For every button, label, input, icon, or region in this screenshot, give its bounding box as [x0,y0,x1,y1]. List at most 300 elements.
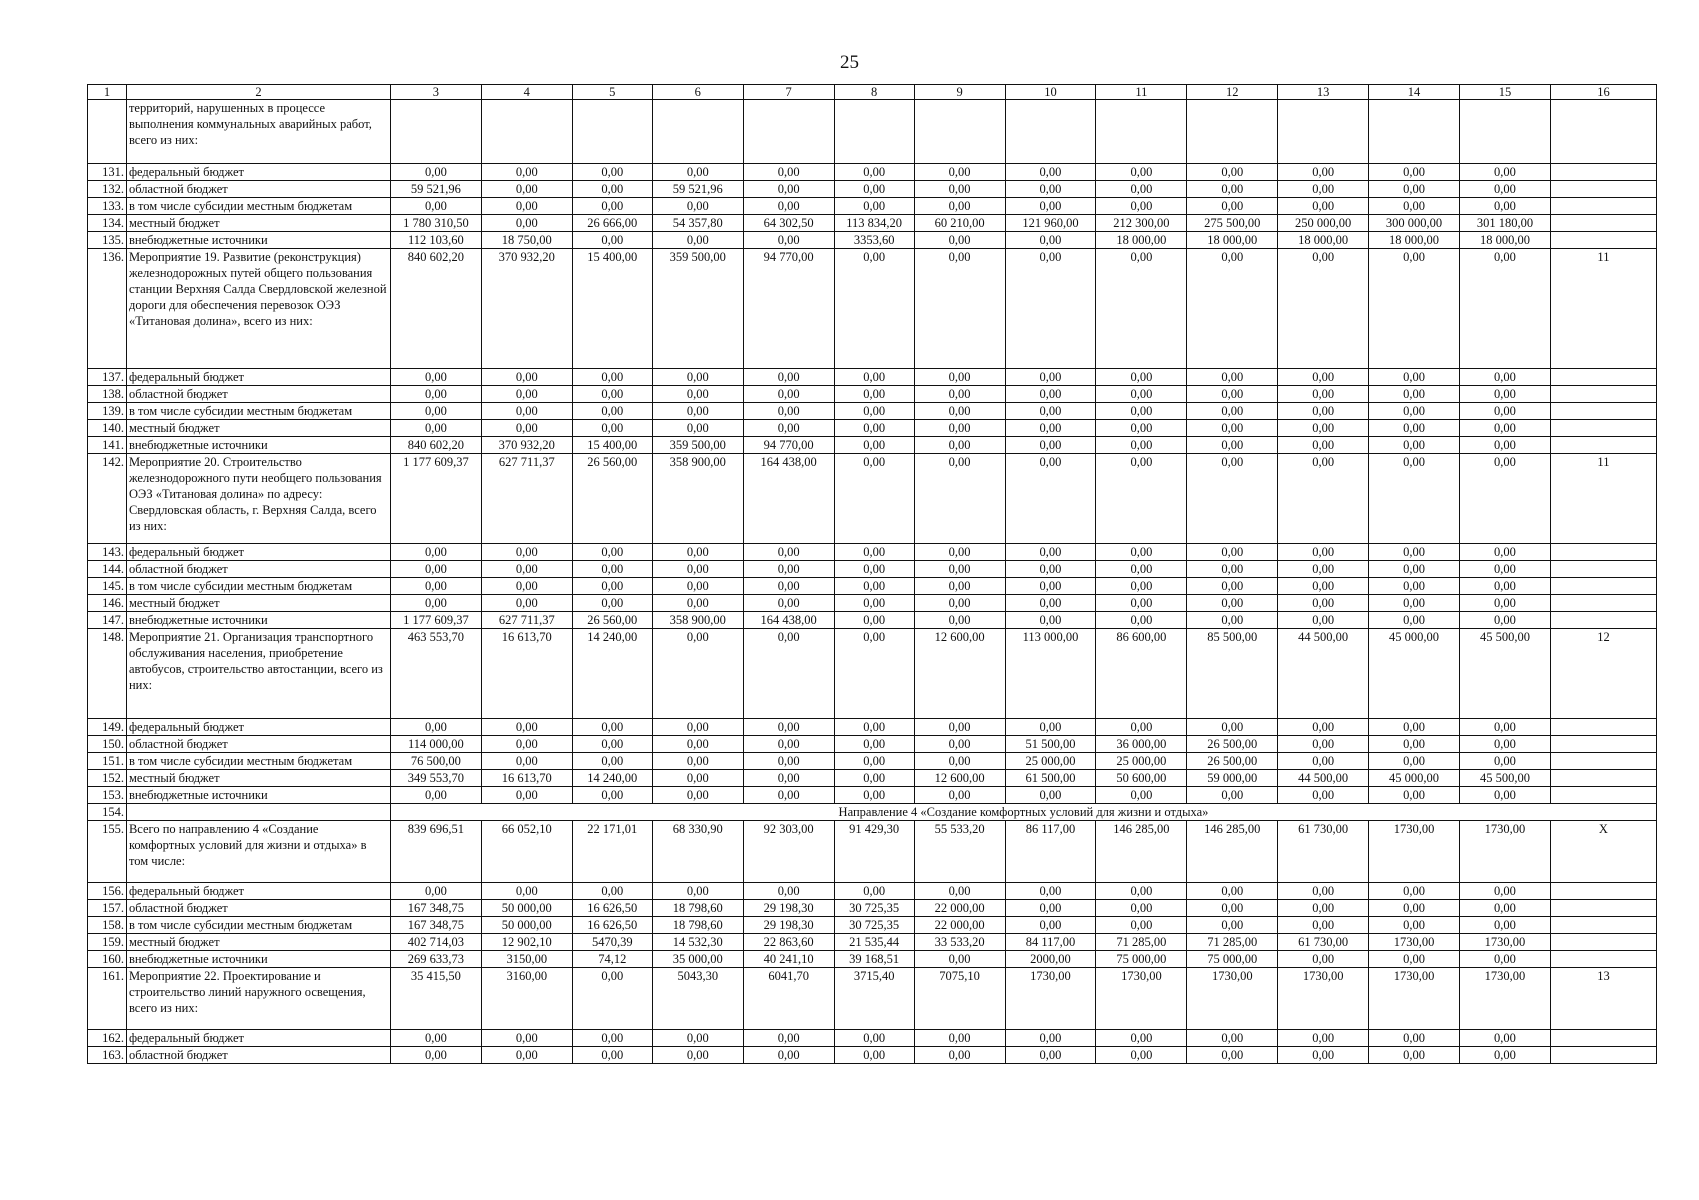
column-number-cell: 4 [481,85,572,100]
value-cell: 3150,00 [481,951,572,968]
value-cell: 0,00 [390,164,481,181]
value-cell: 0,00 [652,1047,743,1064]
row-description: внебюджетные источники [126,787,390,804]
value-cell: 5470,39 [572,934,652,951]
value-cell: 0,00 [914,232,1005,249]
value-cell: 0,00 [1278,883,1369,900]
value-cell: 22 863,60 [743,934,834,951]
value-cell: 22 000,00 [914,900,1005,917]
value-cell: 26 560,00 [572,612,652,629]
value-cell: 0,00 [572,198,652,215]
value-cell: 0,00 [1278,181,1369,198]
value-cell: 12 600,00 [914,770,1005,787]
table-row [88,787,1657,804]
row-number: 134. [88,215,127,232]
value-cell: 0,00 [1187,386,1278,403]
value-cell: 0,00 [652,787,743,804]
reference-cell [1550,437,1656,454]
value-cell: 0,00 [481,386,572,403]
table-row [88,249,1657,369]
value-cell: 0,00 [834,544,914,561]
value-cell: 0,00 [1460,369,1551,386]
reference-cell: 11 [1550,249,1656,369]
value-cell: 0,00 [481,883,572,900]
value-cell: 358 900,00 [652,454,743,544]
value-cell: 0,00 [1005,883,1096,900]
value-cell: 0,00 [1005,900,1096,917]
value-cell: 0,00 [1369,386,1460,403]
value-cell: 0,00 [481,753,572,770]
value-cell: 0,00 [1005,181,1096,198]
row-number: 158. [88,917,127,934]
page-number: 25 [840,52,859,73]
value-cell: 113 834,20 [834,215,914,232]
value-cell: 0,00 [743,561,834,578]
value-cell: 0,00 [572,164,652,181]
row-description: федеральный бюджет [126,883,390,900]
value-cell: 0,00 [572,403,652,420]
value-cell: 0,00 [572,883,652,900]
value-cell: 0,00 [834,595,914,612]
reference-cell [1550,1047,1656,1064]
table-row [88,578,1657,595]
row-number: 144. [88,561,127,578]
value-cell: 0,00 [743,719,834,736]
value-cell: 0,00 [1278,454,1369,544]
value-cell: 0,00 [1187,420,1278,437]
value-cell: 0,00 [1005,787,1096,804]
row-description: областной бюджет [126,181,390,198]
value-cell: 0,00 [1187,403,1278,420]
value-cell: 112 103,60 [390,232,481,249]
value-cell: 0,00 [743,595,834,612]
reference-cell: 13 [1550,968,1656,1030]
value-cell: 0,00 [1005,544,1096,561]
value-cell: 0,00 [1096,1030,1187,1047]
table-row [88,420,1657,437]
budget-table [87,84,1657,1064]
row-description: в том числе субсидии местным бюджетам [126,403,390,420]
value-cell: 146 285,00 [1187,821,1278,883]
value-cell: 0,00 [914,1047,1005,1064]
value-cell: 0,00 [1187,917,1278,934]
table-row [88,900,1657,917]
value-cell: 627 711,37 [481,612,572,629]
value-cell: 0,00 [1278,369,1369,386]
value-cell: 45 000,00 [1369,770,1460,787]
value-cell: 75 000,00 [1187,951,1278,968]
value-cell: 0,00 [1369,753,1460,770]
row-description: областной бюджет [126,900,390,917]
value-cell: 0,00 [743,1030,834,1047]
value-cell: 0,00 [743,369,834,386]
value-cell: 25 000,00 [1096,753,1187,770]
value-cell: 0,00 [481,369,572,386]
value-cell: 45 500,00 [1460,629,1551,719]
value-cell: 167 348,75 [390,900,481,917]
value-cell: 0,00 [1369,736,1460,753]
value-cell: 2000,00 [1005,951,1096,968]
row-number: 137. [88,369,127,386]
value-cell: 0,00 [1369,249,1460,369]
value-cell: 370 932,20 [481,437,572,454]
value-cell [572,100,652,164]
value-cell: 0,00 [914,787,1005,804]
value-cell: 0,00 [1278,561,1369,578]
row-number: 139. [88,403,127,420]
reference-cell [1550,420,1656,437]
value-cell: 0,00 [1278,420,1369,437]
value-cell: 1730,00 [1460,968,1551,1030]
value-cell: 0,00 [1369,437,1460,454]
value-cell: 0,00 [1278,719,1369,736]
value-cell: 0,00 [1005,232,1096,249]
reference-cell [1550,719,1656,736]
value-cell: 1730,00 [1369,821,1460,883]
column-number-cell: 1 [88,85,127,100]
value-cell: 0,00 [1278,437,1369,454]
row-description: федеральный бюджет [126,544,390,561]
value-cell: 0,00 [834,164,914,181]
value-cell: 0,00 [1278,164,1369,181]
value-cell: 94 770,00 [743,249,834,369]
direction-title: Направление 4 «Создание комфортных условий для жизни и отдыха» [390,804,1656,821]
value-cell: 0,00 [572,968,652,1030]
value-cell: 14 532,30 [652,934,743,951]
value-cell: 0,00 [834,454,914,544]
table-row [88,934,1657,951]
value-cell: 0,00 [834,386,914,403]
column-number-cell: 6 [652,85,743,100]
value-cell: 35 415,50 [390,968,481,1030]
value-cell: 0,00 [1005,612,1096,629]
value-cell [743,100,834,164]
value-cell: 39 168,51 [834,951,914,968]
value-cell: 71 285,00 [1187,934,1278,951]
value-cell: 0,00 [1278,198,1369,215]
row-number: 131. [88,164,127,181]
value-cell: 0,00 [652,198,743,215]
value-cell: 0,00 [914,595,1005,612]
column-number-row [88,85,1657,100]
value-cell: 0,00 [1278,753,1369,770]
value-cell: 0,00 [914,719,1005,736]
value-cell: 35 000,00 [652,951,743,968]
table-row [88,968,1657,1030]
column-number-cell: 15 [1460,85,1551,100]
value-cell: 1730,00 [1460,821,1551,883]
value-cell: 0,00 [1278,1047,1369,1064]
value-cell: 59 521,96 [390,181,481,198]
value-cell: 0,00 [1096,883,1187,900]
value-cell: 0,00 [572,420,652,437]
value-cell: 0,00 [743,232,834,249]
value-cell: 0,00 [390,578,481,595]
value-cell: 29 198,30 [743,917,834,934]
value-cell: 0,00 [914,1030,1005,1047]
value-cell: 0,00 [1096,595,1187,612]
value-cell: 16 613,70 [481,770,572,787]
value-cell: 74,12 [572,951,652,968]
value-cell: 0,00 [1096,612,1187,629]
value-cell: 0,00 [834,1047,914,1064]
value-cell: 0,00 [914,181,1005,198]
value-cell: 0,00 [1187,612,1278,629]
value-cell: 0,00 [1096,561,1187,578]
value-cell: 71 285,00 [1096,934,1187,951]
value-cell: 0,00 [1369,883,1460,900]
reference-cell [1550,900,1656,917]
column-number-cell: 14 [1369,85,1460,100]
value-cell: 0,00 [1005,561,1096,578]
reference-cell [1550,736,1656,753]
value-cell: 0,00 [1096,454,1187,544]
value-cell: 358 900,00 [652,612,743,629]
value-cell: 0,00 [834,578,914,595]
value-cell: 0,00 [1096,578,1187,595]
value-cell: 0,00 [390,420,481,437]
value-cell: 0,00 [390,595,481,612]
reference-cell [1550,934,1656,951]
row-number: 133. [88,198,127,215]
value-cell: 0,00 [1005,1030,1096,1047]
value-cell: 0,00 [834,403,914,420]
table-row [88,883,1657,900]
row-description: федеральный бюджет [126,369,390,386]
value-cell: 0,00 [481,595,572,612]
value-cell: 0,00 [1005,249,1096,369]
value-cell: 15 400,00 [572,437,652,454]
value-cell: 0,00 [1096,917,1187,934]
value-cell: 0,00 [390,198,481,215]
value-cell: 40 241,10 [743,951,834,968]
value-cell: 54 357,80 [652,215,743,232]
value-cell: 59 000,00 [1187,770,1278,787]
value-cell: 359 500,00 [652,437,743,454]
row-description: в том числе субсидии местным бюджетам [126,917,390,934]
value-cell: 0,00 [481,198,572,215]
reference-cell [1550,215,1656,232]
value-cell: 15 400,00 [572,249,652,369]
row-description: Мероприятие 21. Организация транспортного обслуживания населения, приобретение автобусов, строительство автостанции, всего из них: [126,629,390,719]
row-description: местный бюджет [126,934,390,951]
value-cell: 0,00 [1096,420,1187,437]
value-cell: 0,00 [834,736,914,753]
value-cell: 164 438,00 [743,454,834,544]
value-cell: 0,00 [652,719,743,736]
value-cell: 16 626,50 [572,917,652,934]
value-cell: 75 000,00 [1096,951,1187,968]
value-cell: 0,00 [914,437,1005,454]
value-cell: 0,00 [743,883,834,900]
value-cell: 0,00 [743,787,834,804]
reference-cell [1550,787,1656,804]
value-cell: 0,00 [834,753,914,770]
value-cell: 0,00 [481,719,572,736]
value-cell: 0,00 [1369,595,1460,612]
value-cell: 1730,00 [1278,968,1369,1030]
column-number-cell: 9 [914,85,1005,100]
value-cell: 0,00 [1460,883,1551,900]
value-cell: 0,00 [1005,1047,1096,1064]
value-cell: 0,00 [914,420,1005,437]
value-cell: 0,00 [1278,612,1369,629]
value-cell: 0,00 [1278,917,1369,934]
value-cell: 840 602,20 [390,437,481,454]
value-cell: 0,00 [1460,1030,1551,1047]
value-cell: 0,00 [1369,181,1460,198]
value-cell: 0,00 [914,454,1005,544]
value-cell: 0,00 [1369,719,1460,736]
table-row [88,736,1657,753]
value-cell: 61 500,00 [1005,770,1096,787]
row-number: 160. [88,951,127,968]
reference-cell: 12 [1550,629,1656,719]
budget-table-body [88,85,1657,1064]
value-cell: 0,00 [1460,386,1551,403]
value-cell: 0,00 [1460,561,1551,578]
value-cell: 44 500,00 [1278,770,1369,787]
value-cell: 0,00 [1096,437,1187,454]
value-cell: 0,00 [652,403,743,420]
row-number: 141. [88,437,127,454]
value-cell: 0,00 [572,578,652,595]
value-cell: 16 613,70 [481,629,572,719]
value-cell: 0,00 [1369,369,1460,386]
column-number-cell: 11 [1096,85,1187,100]
value-cell: 91 429,30 [834,821,914,883]
row-description: федеральный бюджет [126,164,390,181]
value-cell: 85 500,00 [1187,629,1278,719]
value-cell: 1730,00 [1187,968,1278,1030]
value-cell: 0,00 [1460,753,1551,770]
reference-cell [1550,917,1656,934]
row-description: внебюджетные источники [126,232,390,249]
value-cell: 0,00 [1005,719,1096,736]
value-cell: 0,00 [1096,249,1187,369]
value-cell: 59 521,96 [652,181,743,198]
value-cell: 26 500,00 [1187,753,1278,770]
row-description: федеральный бюджет [126,1030,390,1047]
value-cell: 0,00 [743,736,834,753]
value-cell: 12 902,10 [481,934,572,951]
value-cell: 0,00 [743,386,834,403]
value-cell: 0,00 [1369,544,1460,561]
value-cell: 0,00 [1278,787,1369,804]
value-cell: 0,00 [652,595,743,612]
value-cell: 0,00 [914,164,1005,181]
value-cell [1096,100,1187,164]
reference-cell [1550,951,1656,968]
value-cell: 0,00 [1460,249,1551,369]
value-cell: 0,00 [1096,900,1187,917]
value-cell: 0,00 [481,215,572,232]
value-cell: 0,00 [1460,420,1551,437]
value-cell: 22 171,01 [572,821,652,883]
value-cell: 0,00 [914,249,1005,369]
value-cell: 0,00 [743,1047,834,1064]
value-cell: 0,00 [834,249,914,369]
row-description: в том числе субсидии местным бюджетам [126,753,390,770]
row-description: Мероприятие 22. Проектирование и строительство линий наружного освещения, всего из них: [126,968,390,1030]
reference-cell [1550,753,1656,770]
value-cell: 627 711,37 [481,454,572,544]
value-cell: 0,00 [1460,595,1551,612]
table-row [88,612,1657,629]
value-cell [1460,100,1551,164]
value-cell: 0,00 [1187,719,1278,736]
value-cell: 0,00 [1460,917,1551,934]
value-cell: 1 177 609,37 [390,454,481,544]
value-cell: 0,00 [743,198,834,215]
value-cell: 0,00 [652,232,743,249]
row-description: Мероприятие 20. Строительство железнодорожного пути необщего пользования ОЭЗ «Титановая долина» по адресу: Свердловская область, г. Верхняя Салда, всего из них: [126,454,390,544]
value-cell: 76 500,00 [390,753,481,770]
value-cell: 0,00 [1460,454,1551,544]
value-cell: 3160,00 [481,968,572,1030]
row-number: 146. [88,595,127,612]
value-cell: 22 000,00 [914,917,1005,934]
reference-cell [1550,612,1656,629]
value-cell: 0,00 [743,181,834,198]
value-cell: 0,00 [390,787,481,804]
value-cell: 26 560,00 [572,454,652,544]
value-cell: 0,00 [834,1030,914,1047]
value-cell: 0,00 [834,198,914,215]
row-description: областной бюджет [126,736,390,753]
value-cell: 0,00 [914,736,1005,753]
value-cell [652,100,743,164]
value-cell: 60 210,00 [914,215,1005,232]
value-cell: 113 000,00 [1005,629,1096,719]
value-cell: 114 000,00 [390,736,481,753]
value-cell: 0,00 [1369,454,1460,544]
value-cell: 301 180,00 [1460,215,1551,232]
value-cell: 0,00 [1187,561,1278,578]
value-cell: 1730,00 [1460,934,1551,951]
value-cell: 12 600,00 [914,629,1005,719]
value-cell: 5043,30 [652,968,743,1030]
value-cell: 0,00 [652,883,743,900]
row-number: 151. [88,753,127,770]
reference-cell [1550,595,1656,612]
value-cell: 370 932,20 [481,249,572,369]
value-cell: 0,00 [481,164,572,181]
row-number: 150. [88,736,127,753]
value-cell: 0,00 [1187,900,1278,917]
value-cell: 0,00 [1278,951,1369,968]
row-description: внебюджетные источники [126,437,390,454]
value-cell: 0,00 [390,883,481,900]
value-cell: 26 500,00 [1187,736,1278,753]
value-cell: 275 500,00 [1187,215,1278,232]
row-number: 132. [88,181,127,198]
value-cell: 0,00 [572,1047,652,1064]
reference-cell: 11 [1550,454,1656,544]
value-cell: 18 000,00 [1369,232,1460,249]
row-number: 157. [88,900,127,917]
row-description: федеральный бюджет [126,719,390,736]
value-cell: 0,00 [1460,198,1551,215]
value-cell: 0,00 [1369,198,1460,215]
row-description: территорий, нарушенных в процессе выполнения коммунальных аварийных работ, всего из них: [126,100,390,164]
value-cell: 0,00 [572,232,652,249]
value-cell: 0,00 [743,578,834,595]
row-description: местный бюджет [126,215,390,232]
value-cell: 164 438,00 [743,612,834,629]
value-cell: 0,00 [572,561,652,578]
column-number-cell: 2 [126,85,390,100]
